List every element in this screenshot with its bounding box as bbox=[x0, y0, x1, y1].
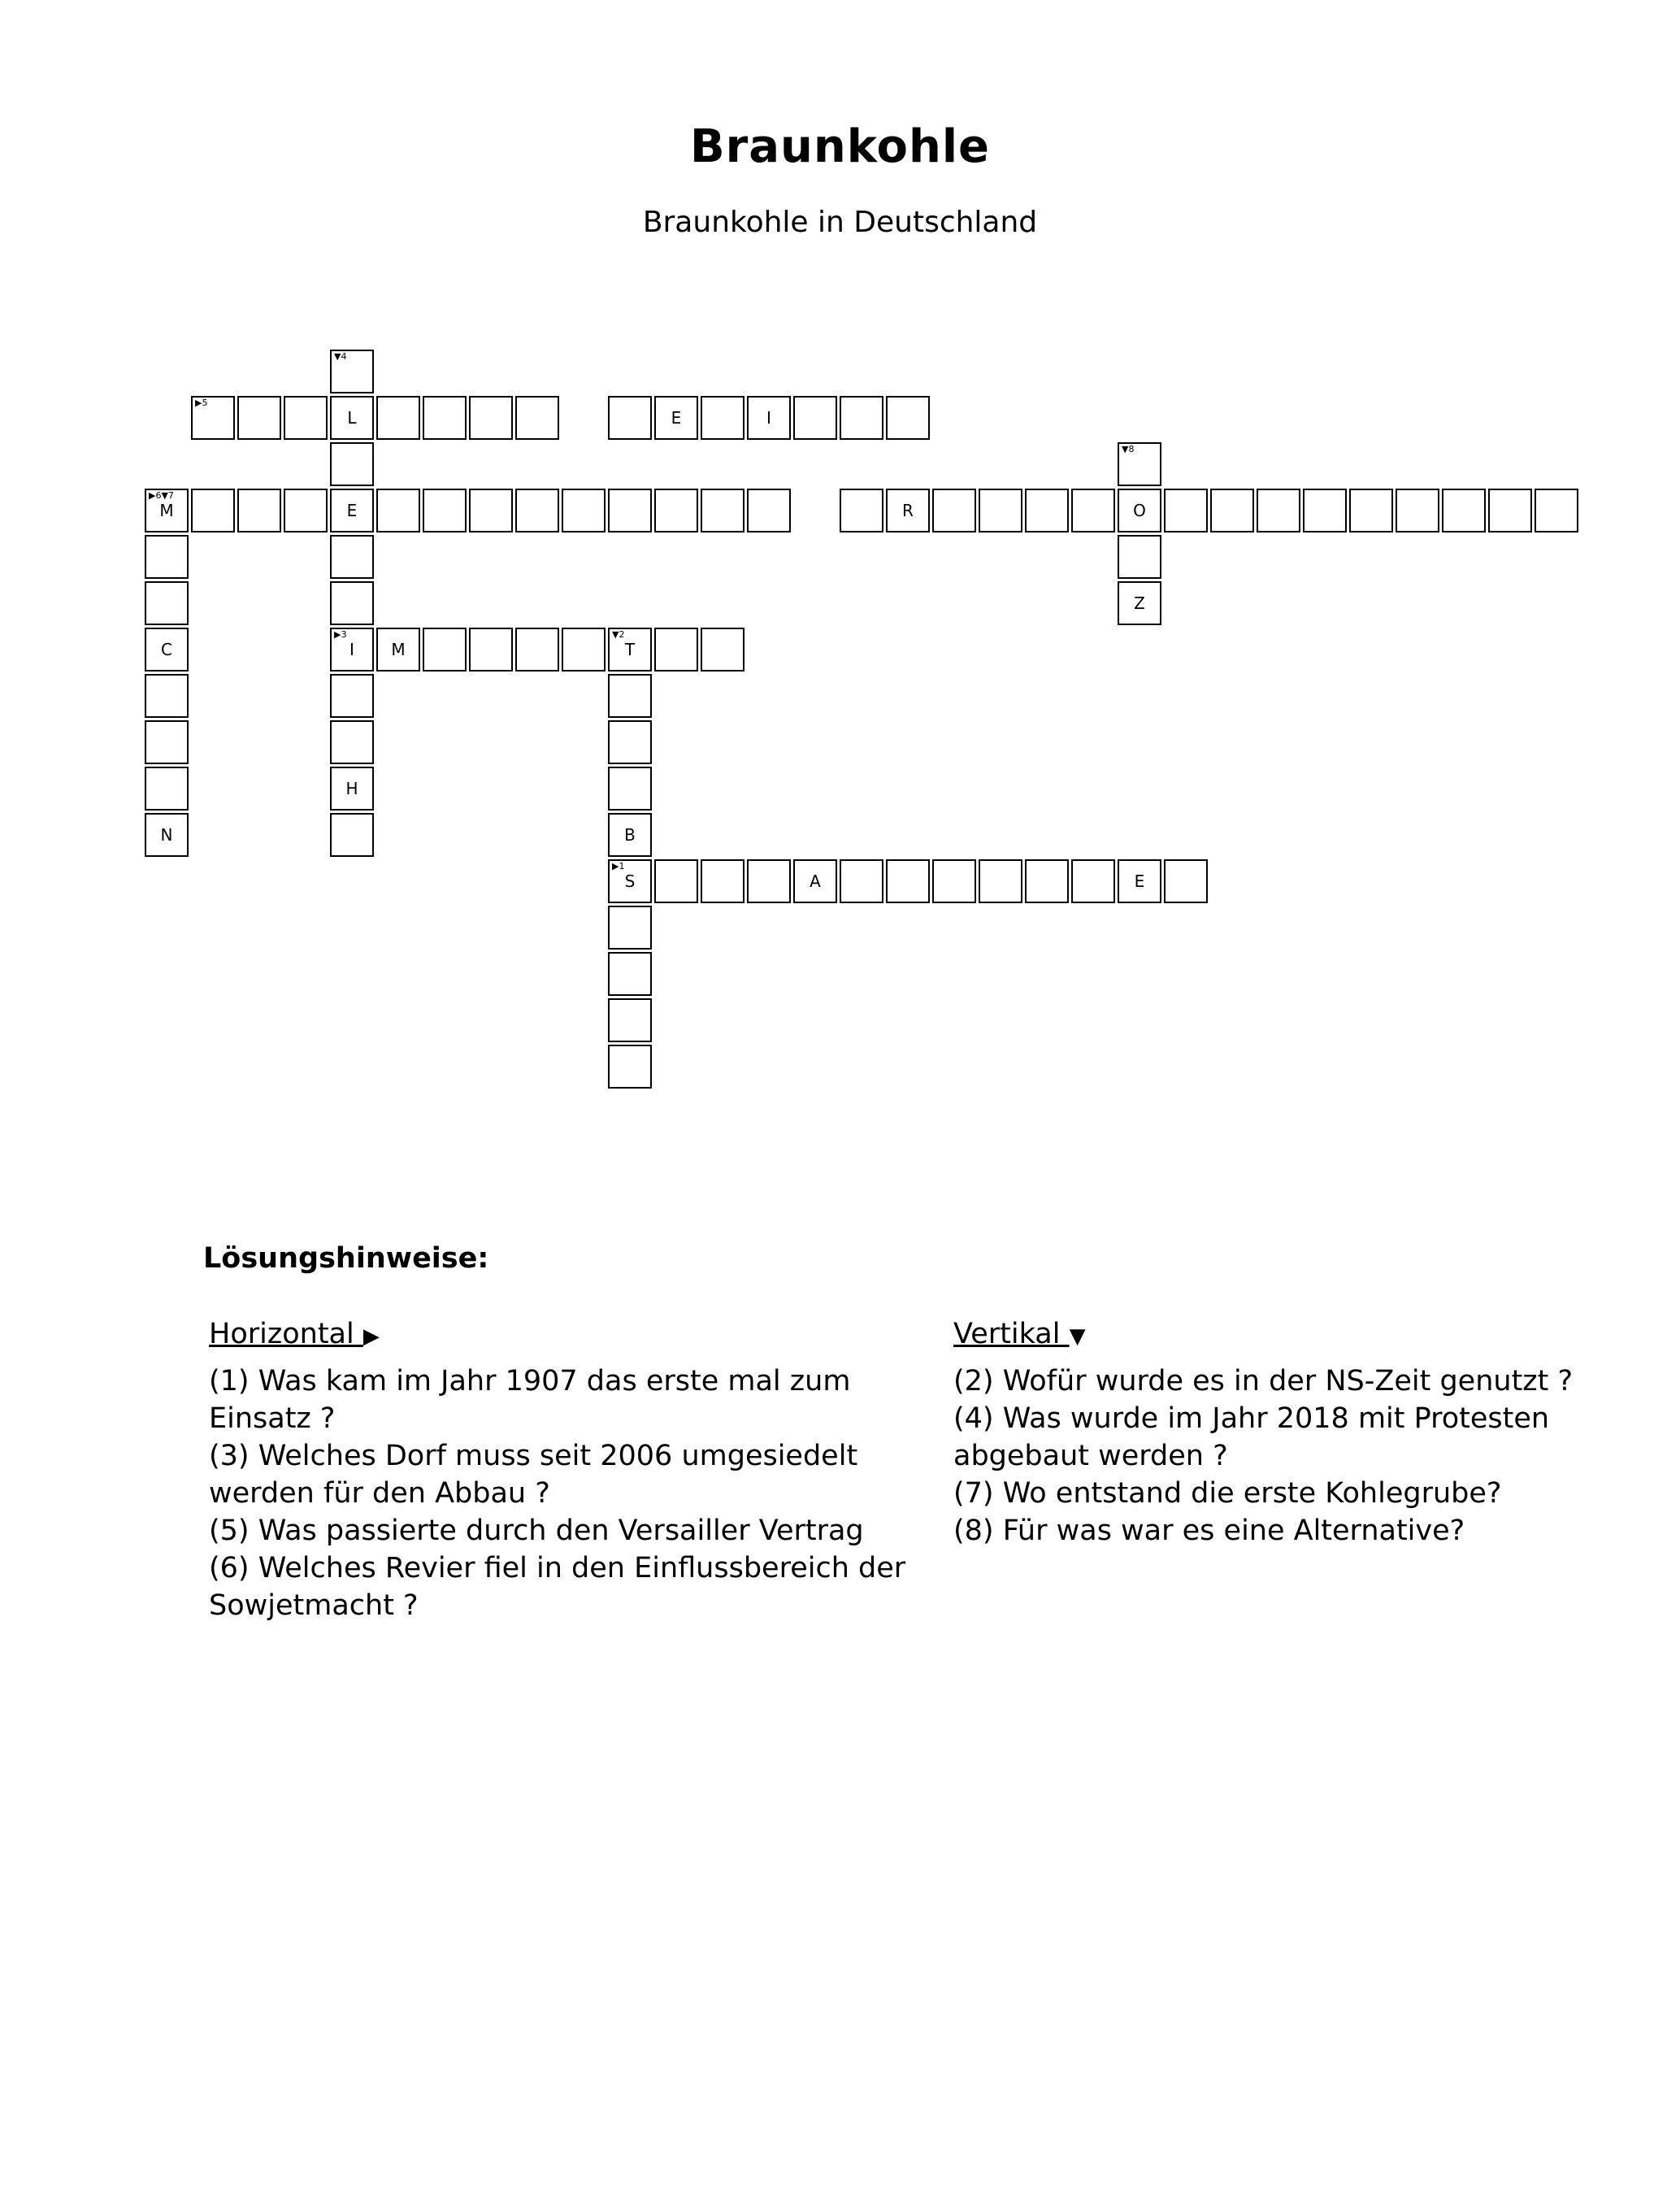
crossword-cell[interactable] bbox=[793, 859, 837, 903]
cell-letter bbox=[610, 954, 650, 994]
cell-letter bbox=[1536, 490, 1577, 531]
cell-letter bbox=[517, 398, 558, 438]
cell-letter bbox=[702, 398, 743, 438]
cell-letter bbox=[610, 676, 650, 716]
cell-letter bbox=[795, 398, 836, 438]
cell-letter bbox=[146, 768, 187, 809]
arrow-down-icon: ▼ bbox=[1069, 1324, 1086, 1349]
crossword-cell[interactable] bbox=[608, 952, 652, 996]
cell-letter bbox=[656, 629, 697, 670]
crossword-cell[interactable] bbox=[191, 489, 235, 532]
crossword-cell[interactable] bbox=[191, 396, 235, 440]
crossword-cell[interactable] bbox=[886, 489, 930, 532]
crossword-cell[interactable] bbox=[330, 396, 374, 440]
crossword-cell[interactable] bbox=[562, 489, 606, 532]
crossword-cell[interactable] bbox=[886, 396, 930, 440]
crossword-cell[interactable] bbox=[654, 628, 698, 672]
crossword-cell[interactable] bbox=[608, 906, 652, 950]
crossword-cell[interactable] bbox=[840, 396, 883, 440]
crossword-cell[interactable] bbox=[469, 628, 513, 672]
crossword-cell[interactable] bbox=[330, 628, 374, 672]
crossword-cell[interactable] bbox=[608, 767, 652, 811]
cell-letter: E bbox=[671, 408, 682, 428]
clue-number: ▶6▼7 bbox=[149, 490, 174, 501]
cell-letter: T bbox=[624, 640, 636, 659]
cell-letter bbox=[471, 398, 511, 438]
cell-letter: M bbox=[159, 501, 174, 520]
crossword-cell[interactable] bbox=[284, 489, 328, 532]
cell-letter bbox=[610, 490, 650, 531]
clue-number: ▼8 bbox=[1122, 444, 1135, 454]
crossword-cell[interactable] bbox=[747, 489, 791, 532]
crossword-cell[interactable] bbox=[608, 1045, 652, 1089]
cell-letter bbox=[1212, 490, 1252, 531]
clue-number: ▼2 bbox=[612, 629, 625, 640]
cell-letter bbox=[332, 537, 372, 577]
clue-8: (8) Für was war es eine Alternative? bbox=[953, 1515, 1465, 1547]
crossword-cell[interactable] bbox=[515, 489, 559, 532]
cell-letter bbox=[1490, 490, 1530, 531]
crossword-cell[interactable] bbox=[145, 628, 189, 672]
crossword-cell[interactable] bbox=[1118, 442, 1161, 486]
clue-3: (3) Welches Dorf muss seit 2006 umgesiedelt werden für den Abbau ? bbox=[209, 1440, 858, 1510]
cell-letter bbox=[980, 861, 1021, 902]
clue-number: ▼4 bbox=[334, 351, 347, 362]
cell-letter bbox=[471, 490, 511, 531]
cell-letter bbox=[471, 629, 511, 670]
cell-letter bbox=[146, 537, 187, 577]
crossword-cell[interactable] bbox=[423, 396, 467, 440]
crossword-cell[interactable] bbox=[284, 396, 328, 440]
crossword-cell[interactable] bbox=[701, 628, 744, 672]
crossword-cell[interactable] bbox=[237, 396, 281, 440]
clue-6: (6) Welches Revier fiel in den Einflussbereich der Sowjetmacht ? bbox=[209, 1552, 906, 1622]
cell-letter bbox=[610, 722, 650, 763]
crossword-cell[interactable] bbox=[654, 396, 698, 440]
cell-letter: M bbox=[391, 640, 406, 659]
crossword-cell[interactable] bbox=[608, 489, 652, 532]
crossword-cell[interactable] bbox=[145, 535, 189, 579]
cell-letter bbox=[702, 629, 743, 670]
crossword-cell[interactable] bbox=[469, 396, 513, 440]
crossword-cell[interactable] bbox=[840, 489, 883, 532]
cell-letter: B bbox=[624, 825, 636, 845]
clue-1: (1) Was kam im Jahr 1907 das erste mal zum Einsatz ? bbox=[209, 1365, 851, 1435]
cell-letter: N bbox=[160, 825, 173, 845]
cell-letter bbox=[332, 676, 372, 716]
crossword-cell[interactable] bbox=[423, 628, 467, 672]
crossword-cell[interactable] bbox=[376, 396, 420, 440]
crossword-cell[interactable] bbox=[330, 674, 374, 718]
cell-letter bbox=[1166, 490, 1206, 531]
cell-letter bbox=[888, 398, 928, 438]
crossword-cell[interactable] bbox=[562, 628, 606, 672]
cell-letter bbox=[841, 398, 882, 438]
crossword-cell[interactable] bbox=[840, 859, 883, 903]
cell-letter: S bbox=[624, 871, 636, 891]
cell-letter: C bbox=[161, 640, 172, 659]
cell-letter bbox=[702, 861, 743, 902]
crossword-cell[interactable] bbox=[608, 813, 652, 857]
cell-letter bbox=[610, 768, 650, 809]
cell-letter bbox=[378, 398, 419, 438]
cell-letter bbox=[332, 583, 372, 624]
cell-letter bbox=[1073, 490, 1113, 531]
horizontal-label: Horizontal bbox=[209, 1318, 354, 1350]
crossword-cell[interactable] bbox=[608, 674, 652, 718]
crossword-cell[interactable] bbox=[701, 396, 744, 440]
crossword-cell[interactable] bbox=[330, 581, 374, 625]
crossword-cell[interactable] bbox=[1118, 859, 1161, 903]
crossword-cell[interactable] bbox=[1210, 489, 1254, 532]
horizontal-clues bbox=[209, 1315, 924, 1624]
crossword-cell[interactable] bbox=[1025, 859, 1069, 903]
cell-letter bbox=[1027, 861, 1067, 902]
crossword-cell[interactable] bbox=[793, 396, 837, 440]
crossword-cell[interactable] bbox=[1025, 489, 1069, 532]
crossword-cell[interactable] bbox=[330, 813, 374, 857]
crossword-cell[interactable] bbox=[515, 628, 559, 672]
crossword-cell[interactable] bbox=[1535, 489, 1578, 532]
cell-letter bbox=[424, 490, 465, 531]
cell-letter bbox=[610, 398, 650, 438]
cell-letter bbox=[610, 1046, 650, 1087]
cell-letter bbox=[517, 490, 558, 531]
cell-letter bbox=[146, 722, 187, 763]
clue-number: ▶1 bbox=[612, 861, 625, 871]
cell-letter: A bbox=[810, 871, 821, 891]
crossword-cell[interactable] bbox=[1488, 489, 1532, 532]
crossword-cell[interactable] bbox=[1349, 489, 1393, 532]
crossword-cell[interactable] bbox=[1118, 581, 1161, 625]
crossword-cell[interactable] bbox=[608, 628, 652, 672]
crossword-cell[interactable] bbox=[376, 489, 420, 532]
crossword-cell[interactable] bbox=[330, 535, 374, 579]
cell-letter bbox=[610, 907, 650, 948]
horizontal-heading bbox=[209, 1315, 924, 1353]
cell-letter bbox=[193, 490, 233, 531]
crossword-cell[interactable] bbox=[330, 350, 374, 393]
crossword-cell[interactable] bbox=[1257, 489, 1300, 532]
crossword-cell[interactable] bbox=[330, 442, 374, 486]
crossword-cell[interactable] bbox=[145, 489, 189, 532]
cell-letter bbox=[1351, 490, 1391, 531]
cell-letter bbox=[934, 861, 975, 902]
vertical-label: Vertikal bbox=[953, 1318, 1061, 1350]
cell-letter bbox=[332, 444, 372, 485]
crossword-cell[interactable] bbox=[145, 813, 189, 857]
crossword-cell[interactable] bbox=[145, 720, 189, 764]
arrow-right-icon: ▶ bbox=[362, 1324, 380, 1349]
cell-letter bbox=[1443, 490, 1484, 531]
cell-letter bbox=[656, 490, 697, 531]
cell-letter bbox=[749, 490, 789, 531]
cell-letter bbox=[1397, 490, 1438, 531]
cell-letter bbox=[146, 583, 187, 624]
crossword-cell[interactable] bbox=[1303, 489, 1347, 532]
cell-letter bbox=[1119, 444, 1160, 485]
crossword-cell[interactable] bbox=[979, 489, 1022, 532]
cell-letter: R bbox=[902, 501, 914, 520]
page-title: Braunkohle bbox=[689, 120, 991, 173]
cell-letter bbox=[841, 490, 882, 531]
cell-letter bbox=[378, 490, 419, 531]
crossword-cell[interactable] bbox=[330, 489, 374, 532]
cell-letter bbox=[285, 490, 326, 531]
hints-title: Lösungshinweise: bbox=[203, 1242, 489, 1275]
cell-letter: H bbox=[345, 779, 358, 798]
cell-letter: E bbox=[1134, 871, 1145, 891]
cell-letter: O bbox=[1133, 501, 1146, 520]
cell-letter bbox=[888, 861, 928, 902]
cell-letter bbox=[239, 398, 280, 438]
page-subtitle: Braunkohle in Deutschland bbox=[642, 206, 1038, 239]
crossword-cell[interactable] bbox=[886, 859, 930, 903]
crossword-cell[interactable] bbox=[608, 396, 652, 440]
cell-letter bbox=[1119, 537, 1160, 577]
cell-letter bbox=[1258, 490, 1299, 531]
clue-5: (5) Was passierte durch den Versailler Vertrag bbox=[209, 1515, 864, 1547]
cell-letter bbox=[841, 861, 882, 902]
cell-letter: I bbox=[349, 640, 354, 659]
crossword-cell[interactable] bbox=[1118, 489, 1161, 532]
cell-letter bbox=[146, 676, 187, 716]
cell-letter bbox=[332, 351, 372, 392]
clue-number: ▶3 bbox=[334, 629, 347, 640]
crossword-cell[interactable] bbox=[701, 489, 744, 532]
clue-7: (7) Wo entstand die erste Kohlegrube? bbox=[953, 1477, 1502, 1510]
cell-letter bbox=[1027, 490, 1067, 531]
crossword-cell[interactable] bbox=[654, 859, 698, 903]
cell-letter bbox=[563, 629, 604, 670]
crossword-cell[interactable] bbox=[608, 720, 652, 764]
vertical-heading bbox=[953, 1315, 1620, 1353]
crossword-cell[interactable] bbox=[1071, 489, 1115, 532]
crossword-cell[interactable] bbox=[1071, 859, 1115, 903]
cell-letter bbox=[563, 490, 604, 531]
crossword-cell[interactable] bbox=[1442, 489, 1486, 532]
crossword-cell[interactable] bbox=[654, 489, 698, 532]
cell-letter: Z bbox=[1134, 593, 1145, 613]
clue-4: (4) Was wurde im Jahr 2018 mit Protesten abgebaut werden ? bbox=[953, 1402, 1550, 1472]
cell-letter bbox=[517, 629, 558, 670]
crossword-cell[interactable] bbox=[330, 767, 374, 811]
cell-letter: L bbox=[347, 408, 357, 428]
cell-letter bbox=[610, 1000, 650, 1041]
cell-letter bbox=[424, 398, 465, 438]
cell-letter bbox=[656, 861, 697, 902]
crossword-cell[interactable] bbox=[237, 489, 281, 532]
crossword-cell[interactable] bbox=[469, 489, 513, 532]
crossword-cell[interactable] bbox=[515, 396, 559, 440]
vertical-clues bbox=[953, 1315, 1620, 1550]
crossword-cell[interactable] bbox=[747, 396, 791, 440]
crossword-cell[interactable] bbox=[608, 859, 652, 903]
crossword-cell[interactable] bbox=[145, 767, 189, 811]
crossword-cell[interactable] bbox=[608, 998, 652, 1042]
cell-letter bbox=[424, 629, 465, 670]
crossword-cell[interactable] bbox=[979, 859, 1022, 903]
crossword-cell[interactable] bbox=[1396, 489, 1439, 532]
cell-letter bbox=[193, 398, 233, 438]
cell-letter bbox=[749, 861, 789, 902]
cell-letter bbox=[1166, 861, 1206, 902]
clue-2: (2) Wofür wurde es in der NS-Zeit genutzt ? bbox=[953, 1365, 1574, 1397]
crossword-cell[interactable] bbox=[1164, 859, 1208, 903]
crossword-cell[interactable] bbox=[145, 581, 189, 625]
crossword-cell[interactable] bbox=[145, 674, 189, 718]
cell-letter bbox=[1304, 490, 1345, 531]
crossword-cell[interactable] bbox=[1118, 535, 1161, 579]
cell-letter bbox=[1073, 861, 1113, 902]
cell-letter bbox=[285, 398, 326, 438]
cell-letter bbox=[980, 490, 1021, 531]
cell-letter: I bbox=[766, 408, 771, 428]
clue-number: ▶5 bbox=[195, 398, 208, 408]
cell-letter bbox=[332, 722, 372, 763]
cell-letter bbox=[332, 815, 372, 855]
cell-letter bbox=[239, 490, 280, 531]
crossword-cell[interactable] bbox=[932, 859, 976, 903]
crossword-cell[interactable] bbox=[701, 859, 744, 903]
crossword-cell[interactable] bbox=[423, 489, 467, 532]
cell-letter bbox=[934, 490, 975, 531]
crossword-cell[interactable] bbox=[376, 628, 420, 672]
cell-letter bbox=[702, 490, 743, 531]
crossword-cell[interactable] bbox=[330, 720, 374, 764]
crossword-cell[interactable] bbox=[747, 859, 791, 903]
crossword-cell[interactable] bbox=[932, 489, 976, 532]
cell-letter: E bbox=[346, 501, 358, 520]
crossword-cell[interactable] bbox=[1164, 489, 1208, 532]
